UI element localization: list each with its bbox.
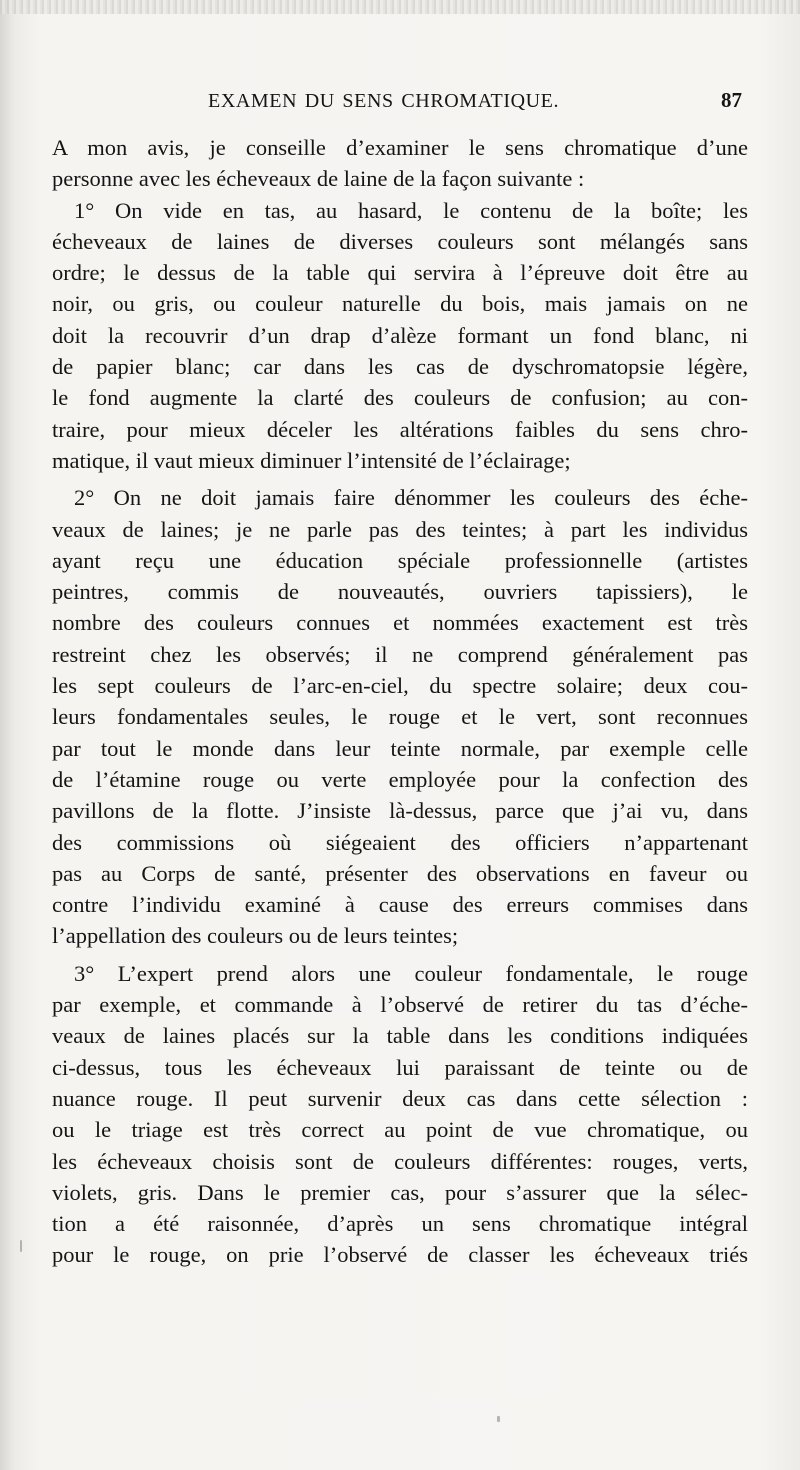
text-line: doit la recouvrir d’un drap d’alèze formant un fond blanc, ni bbox=[52, 322, 748, 348]
text-line: A mon avis, je conseille d’examiner le sens chromatique d’une bbox=[52, 135, 748, 160]
text-line: les sept couleurs de l’arc-en-ciel, du spectre solaire; deux cou- bbox=[52, 673, 748, 699]
text-line: pour le rouge, on prie l’observé de classer les écheveaux triés bbox=[52, 1242, 748, 1268]
text-line: l’appellation des couleurs ou de leurs teintes; bbox=[52, 923, 459, 949]
text-line: des commissions où siégeaient des officiers n’appartenant bbox=[52, 829, 748, 855]
text-line: ordre; le dessus de la table qui servira à l’épreuve doit être au bbox=[52, 260, 748, 286]
text-line: veaux de laines; je ne parle pas des teintes; à part les individus bbox=[52, 516, 748, 542]
page-header bbox=[60, 88, 740, 118]
text-line: 2° On ne doit jamais faire dénommer les couleurs des éche- bbox=[74, 485, 748, 511]
text-line: nuance rouge. Il peut survenir deux cas dans cette sélection : bbox=[52, 1085, 748, 1111]
text-line: traire, pour mieux déceler les altérations faibles du sens chro- bbox=[52, 416, 748, 442]
text-line: ou le triage est très correct au point de vue chromatique, ou bbox=[52, 1117, 748, 1143]
text-line: contre l’individu examiné à cause des erreurs commises dans bbox=[52, 892, 748, 918]
text-line: violets, gris. Dans le premier cas, pour s’assurer que la sélec- bbox=[52, 1179, 748, 1205]
text-line: par exemple, et commande à l’observé de retirer du tas d’éche- bbox=[52, 992, 748, 1018]
text-line: le fond augmente la clarté des couleurs de confusion; au con- bbox=[52, 385, 748, 411]
text-line: les écheveaux choisis sont de couleurs différentes: rouges, verts, bbox=[52, 1148, 748, 1174]
text-line: pas au Corps de santé, présenter des observations en faveur ou bbox=[52, 860, 748, 886]
text-line: matique, il vaut mieux diminuer l’intensité de l’éclairage; bbox=[52, 447, 571, 473]
text-line: par tout le monde dans leur teinte normale, par exemple celle bbox=[52, 735, 748, 761]
text-line: de l’étamine rouge ou verte employée pour la confection des bbox=[52, 766, 748, 792]
text-line: nombre des couleurs connues et nommées exactement est très bbox=[52, 610, 748, 636]
text-line: 3° L’expert prend alors une couleur fondamentale, le rouge bbox=[74, 960, 748, 986]
text-line: 1° On vide en tas, au hasard, le contenu de la boîte; les bbox=[74, 197, 748, 223]
text-line: ci-dessus, tous les écheveaux lui paraissant de teinte ou de bbox=[52, 1054, 748, 1080]
text-line: personne avec les écheveaux de laine de la façon suivante : bbox=[52, 166, 585, 192]
text-line: tion a été raisonnée, d’après un sens chromatique intégral bbox=[52, 1211, 748, 1237]
text-line: leurs fondamentales seules, le rouge et le vert, sont reconnues bbox=[52, 704, 748, 730]
text-line: veaux de laines placés sur la table dans les conditions indiquées bbox=[52, 1023, 748, 1049]
text-line: de papier blanc; car dans les cas de dyschromatopsie légère, bbox=[52, 354, 748, 380]
page-number: 87 bbox=[721, 88, 742, 112]
text-line: ayant reçu une éducation spéciale professionnelle (artistes bbox=[52, 547, 748, 573]
text-line: noir, ou gris, ou couleur naturelle du bois, mais jamais on ne bbox=[52, 291, 748, 317]
text-line: pavillons de la flotte. J’insiste là-dessus, parce que j’ai vu, dans bbox=[52, 798, 748, 824]
text-line: peintres, commis de nouveautés, ouvriers tapissiers), le bbox=[52, 579, 748, 605]
text-line: écheveaux de laines de diverses couleurs sont mélangés sans bbox=[52, 228, 748, 254]
running-title: EXAMEN DU SENS CHROMATIQUE. bbox=[208, 90, 560, 112]
ink-speck bbox=[497, 1416, 500, 1422]
body-text bbox=[52, 132, 748, 1271]
text-line: restreint chez les observés; il ne comprend généralement pas bbox=[52, 641, 748, 667]
scan-edge-noise bbox=[0, 0, 800, 14]
ink-speck bbox=[20, 1240, 22, 1252]
